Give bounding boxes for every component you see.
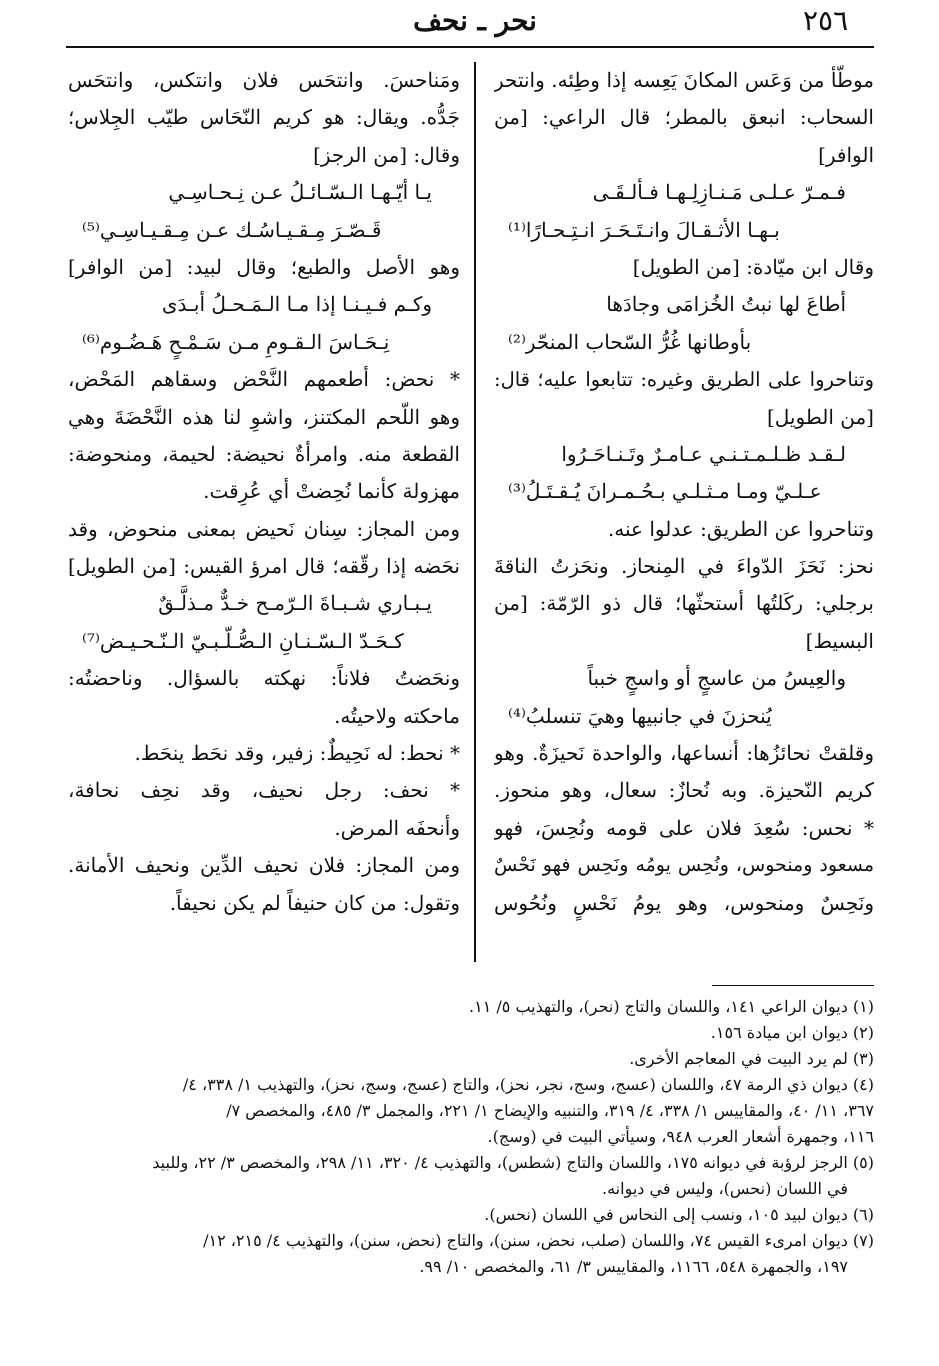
- text-line: وقال: [من الرجز]: [313, 142, 460, 167]
- text-line: وقلقتْ نحائزُها: أنساعها، والواحدة نَحيزَةٌ. وهو: [494, 741, 874, 766]
- text-line: وهو الأصل والطبع؛ وقال لبيد: [من الوافر]: [68, 254, 460, 279]
- text-line: قَـصّـرَ مِـقـيـاسُـك عـن مِـقـيـاسِـي⁽⁵⁾: [82, 217, 382, 242]
- text-line: * نحض: أطعمهم النَّحْض وسقاهم المَحْض،: [68, 367, 460, 392]
- text-line: فـمـرّ عـلـى مَـنـازِلِـهـا فـألـقَـى: [592, 180, 846, 205]
- right-column: [494, 62, 874, 922]
- text-line: البسيط]: [805, 628, 874, 653]
- footnotes: [68, 994, 874, 1280]
- footnote-line: (٥) الرجز لرؤبة في ديوانه ١٧٥، واللسان والتاج (شطس)، والتهذيب ٤/ ٣٢٠، ١١/ ٢٩٨، والمخصص ٣/ ٢٢، وللبيد: [152, 1153, 874, 1172]
- text-line: القطعة منه. وامرأةٌ نحيضة: لحيمة، ومنحوضة:: [68, 441, 460, 466]
- footnote-rule: [712, 985, 874, 986]
- text-line: جَدُّه. ويقال: هو كريم النّحَاس طيّب الجِلاس؛: [68, 105, 460, 130]
- footnote-line: (٦) ديوان لبيد ١٠٥، ونسب إلى النحاس في اللسان (نحس).: [484, 1205, 874, 1224]
- text-line: * نحف: رجل نحيف، وقد نحِف نحافة،: [68, 778, 460, 803]
- header-rule: [66, 46, 874, 48]
- text-line: نِـحَـاسَ الـقـومِ مـن سَـمْـحٍ هَـضُـوم⁽⁶⁾: [82, 329, 390, 354]
- text-line: ومن المجاز: سِنان نَحيض بمعنى منحوض، وقد: [68, 516, 460, 541]
- left-column: [68, 62, 460, 922]
- text-line: أطاعَ لها نبتُ الخُزامَى وجادَها: [606, 292, 846, 317]
- text-line: وكـم فـيـنـا إذا مـا الـمَـحـلُ أبـدَى: [161, 292, 432, 317]
- footnote-line: ١٩٧، والجمهرة ٥٤٨، ١١٦٦، والمقاييس ٣/ ٦١، والمخصص ١٠/ ٩٩.: [419, 1257, 848, 1276]
- footnote-line: في اللسان (نحس)، وليس في ديوانه.: [602, 1179, 848, 1198]
- footnote-line: (٧) ديوان امرىء القيس ٧٤، واللسان (صلب، نحض، سنن)، والتاج (نحض، سنن)، والتهذيب ٤/ ٢١٥، ١٢/: [203, 1231, 874, 1250]
- column-divider: [474, 62, 476, 962]
- page-number: ٢٥٦: [803, 4, 849, 37]
- text-line: بأوطانها غُرُّ السّحاب المنحّر⁽²⁾: [508, 329, 752, 354]
- text-line: وتقول: من كان حنيفاً لم يكن نحيفاً.: [169, 890, 460, 915]
- text-line: يـبـاري شـبـاةَ الـرّمـح خـدٌّ مـذلَّـقٌ: [158, 591, 432, 616]
- text-line: ماحكته ولاحيتُه.: [334, 703, 460, 728]
- text-line: عـلـيّ ومـا مـثـلـي بـحُـمـرانَ يُـقـتَـلُ⁽³⁾: [508, 479, 822, 504]
- text-line: كريم النّحيزة. وبه نُحازٌ: سعال، وهو منحوز.: [494, 778, 874, 803]
- text-line: ومَناحسَ. وانتحَس فلان وانتكس، وانتحَس: [68, 68, 460, 92]
- page-header: [0, 0, 939, 48]
- text-line: ومن المجاز: فلان نحيف الدِّين ونحيف الأمانة.: [68, 853, 460, 878]
- footnote-line: ١١٦، وجمهرة أشعار العرب ٩٤٨، وسيأتي البيت في (وسج).: [487, 1127, 874, 1146]
- text-line: ونحَضتُ فلاناً: نهكته بالسؤال. وناحضتُه:: [68, 666, 460, 691]
- text-line: نحز: نَحَزَ الدّواءَ في المِنحاز. ونحَزتُ الناقةَ: [494, 554, 874, 579]
- footnote-line: (٣) لم يرد البيت في المعاجم الأخرى.: [629, 1049, 874, 1068]
- text-line: بـهـا الأثـقـالَ وانـتَـحَـرَ انـتِـحـارًا⁽¹⁾: [508, 217, 780, 242]
- footnote-line: (٢) ديوان ابن ميادة ١٥٦.: [710, 1023, 874, 1042]
- text-line: * نحس: سُعِدَ فلان على قومه ونُحِسَ، فهو: [494, 815, 874, 840]
- text-line: مهزولة كأنما نُحِضتْ أي عُرِقت.: [203, 479, 460, 504]
- text-line: وهو اللّحم المكتنز، واشوِ لنا هذه النَّحْضَةَ وهي: [68, 404, 460, 429]
- text-line: ونَحِسٌ ومنحوس، وهو يومُ نَحْسٍ ونُحُوس: [494, 890, 874, 915]
- text-line: الوافر]: [818, 142, 874, 167]
- text-line: * نحط: له نَحِيطٌ: زفير، وقد نحَط ينحَط.: [134, 741, 460, 766]
- text-line: والعِيسُ من عاسجٍ أو واسجٍ خبباً: [587, 666, 846, 691]
- text-line: نحَضه إذا رقّقه؛ قال امرؤ القيس: [من الطويل]: [68, 554, 460, 579]
- text-line: مسعود ومنحوس، ونُحِس يومُه ونَحِس فهو نَحْسٌ: [494, 854, 874, 877]
- text-line: برجلي: ركَلتُها أستحثّها؛ قال ذو الرّمّة: [من: [494, 591, 874, 616]
- text-line: يُنحزنَ في جانبيها وهيَ تنسلبُ⁽⁴⁾: [508, 703, 772, 728]
- text-line: السحاب: انبعق بالمطر؛ قال الراعي: [من: [494, 105, 874, 130]
- text-line: كـحَـدّ الـسّـنـانِ الـصُّـلّـبـيّ الـنّـحـيـض⁽⁷⁾: [82, 628, 404, 653]
- running-title: نحر ـ نحف: [413, 4, 537, 37]
- text-line: وتناحروا على الطريق وغيره: تتابعوا عليه؛ قال:: [494, 368, 874, 392]
- footnote-line: (٤) ديوان ذي الرمة ٤٧، واللسان (عسج، وسج، نجر، نحز)، والتاج (عسج، وسج، نحز)، والتهذيب ١/ ٣٣٨، ٤/: [182, 1075, 874, 1094]
- text-line: [من الطويل]: [766, 404, 874, 429]
- text-line: موطّأ من وَعَس المكانَ يَعِسه إذا وطِئه. وانتحر: [494, 68, 874, 92]
- text-line: لـقـد ظـلـمـتـنـي عـامـرٌ وتَـنـاحَـرُوا: [561, 441, 846, 466]
- text-line: وتناحروا عن الطريق: عدلوا عنه.: [607, 516, 874, 541]
- text-line: وقال ابن ميّادة: [من الطويل]: [632, 254, 874, 279]
- text-line: وأنحفَه المرض.: [334, 815, 460, 840]
- text-line: يـا أيّـهـا الـسّـائـلُ عـن نِـحـاسِـي: [168, 180, 432, 205]
- footnote-line: (١) ديوان الراعي ١٤١، واللسان والتاج (نحر)، والتهذيب ٥/ ١١.: [469, 997, 874, 1016]
- footnote-line: ٣٦٧، ١١/ ٤٠، والمقاييس ١/ ٣٣٨، ٤/ ٣١٩، والتنبيه والإيضاح ١/ ٢٢١، والمجمل ٣/ ٤٨٥، والمخصص ٧/: [226, 1101, 874, 1120]
